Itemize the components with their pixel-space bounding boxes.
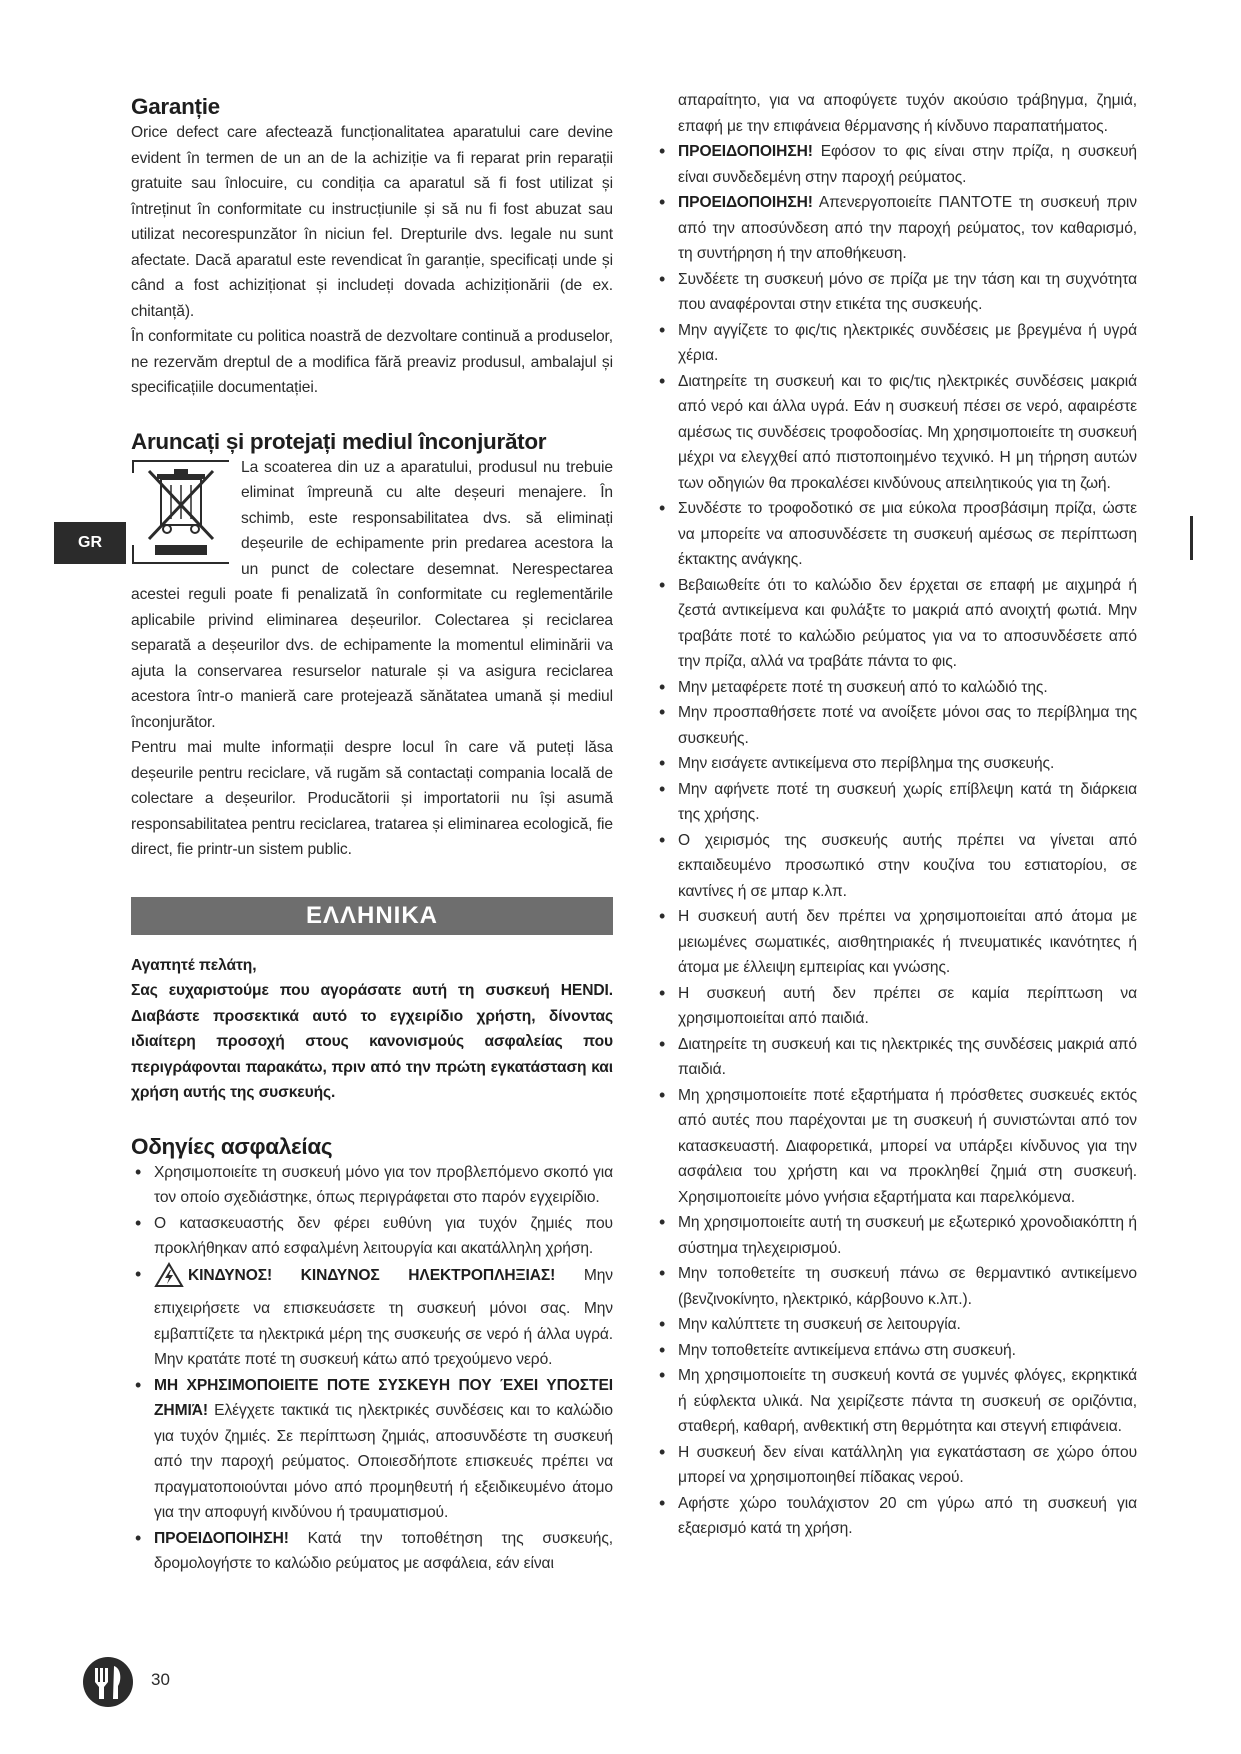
weee-bin-icon (131, 459, 231, 565)
warning-text: Εφόσον το φις είναι στην πρίζα, η συσκευή είναι συνδεδεμένη στην παροχή ρεύματος. (678, 143, 1137, 186)
list-item: • Ο χειρισμός της συσκευής αυτής πρέπει να γίνεται από εκπαιδευμένο προσωπικό στην κουζίνα του εστιατορίου, σε καντίνες ή σε μπαρ κ.λπ. (655, 828, 1137, 905)
list-item: • Μην αγγίζετε το φις/τις ηλεκτρικές συνδέσεις με βρεγμένα ή υγρά χέρια. (655, 318, 1137, 369)
list-item: • Η συσκευή δεν είναι κατάλληλη για εγκατάσταση σε χώρο όπου μπορεί να χρησιμοποιηθεί πίδακας νερού. (655, 1440, 1137, 1491)
list-item: • Μην τοποθετείτε αντικείμενα επάνω στη συσκευή. (655, 1338, 1137, 1364)
guarantee-heading: Garanție (131, 94, 220, 119)
disposal-heading: Aruncați și protejați mediul înconjurător (131, 428, 547, 454)
guarantee-paragraph-1: Orice defect care afectează funcționalitatea aparatului care devine evident în termen de un an de la achiziție va fi reparat prin reparații gratuite sau înlocuire, cu condiția ca aparatul să fi fost utilizat și întreținut în conformitate cu instrucțiunile și să nu fi fost abuzat sau utilizat necorespunzător în niciun fel. Drepturile dvs. legale nu sunt afectate. Dacă aparatul este revendicat în garanție, specificați unde și când a fost achiziționat și includeți dovada achiziționării (de ex. chitanță). (131, 124, 613, 320)
safety-list-left (131, 1160, 613, 1577)
list-item: • Μη χρησιμοποιείτε αυτή τη συσκευή με εξωτερικό χρονοδιακόπτη ή σύστημα τηλεχειρισμού. (655, 1210, 1137, 1261)
list-item: • Χρησιμοποιείτε τη συσκευή μόνο για τον προβλεπόμενο σκοπό για τον οποίο σχεδιάστηκε, όπως περιγράφεται στο παρόν εγχειρίδιο. (131, 1160, 613, 1211)
list-item: • Μην μεταφέρετε ποτέ τη συσκευή από το καλώδιό της. (655, 675, 1137, 701)
page-edge-marker (1190, 516, 1193, 560)
list-item: • Βεβαιωθείτε ότι το καλώδιο δεν έρχεται σε επαφή με αιχμηρά ή ζεστά αντικείμενα και φυλάξτε το μακριά από ανοιχτή φωτιά. Μην τραβάτε ποτέ το καλώδιο ρεύματος για να το αποσυνδέσετε από την πρίζα, αλλά να τραβάτε πάντα το φις. (655, 573, 1137, 675)
disposal-paragraph-2: Pentru mai multe informații despre locul în care vă puteți lăsa deșeurile pentru reciclare, vă rugăm să contactați compania locală de colectare a deșeurilor. Producătorii și importatorii nu își asumă responsabilitatea pentru reciclarea, tratarea și eliminarea ecologică, fie direct, fie printr-un sistem public. (131, 739, 613, 858)
disposal-paragraph-1: La scoaterea din uz a aparatului, produsul nu trebuie eliminat împreună cu alte deșeuri menajere. În schimb, este responsabilitatea dvs. să eliminați deșeurile de echipamente prin predarea acestora la un punct de colectare desemnat. Nerespectarea acestei reguli poate fi penalizată în conformitate cu reglementările aplicabile privind eliminarea deșeurilor. Colectarea și reciclarea separată a deșeurilor dvs. de echipamente la momentul eliminării va ajuta la conservarea resurselor naturale și va asigura reciclarea acestora într-o manieră care protejează sănătatea umană și mediul înconjurător. (131, 458, 613, 731)
list-item (131, 1373, 613, 1526)
intro-text: Σας ευχαριστούμε που αγοράσατε αυτή τη συσκευή HENDI. Διαβάστε προσεκτικά αυτό το εγχειρίδιο χρήστη, δίνοντας ιδιαίτερη προσοχή στους κανονισμούς ασφαλείας που περιγράφονται παρακάτω, πριν από την πρώτη εγκατάσταση και χρήση αυτής της συσκευής. (131, 982, 613, 1101)
warning-text: Ελέγχετε τακτικά τις ηλεκτρικές συνδέσεις και το καλώδιο για τυχόν ζημιές. Σε περίπτωση ζημιάς, αποσυνδέστε τη συσκευή από την παροχή ρεύματος. Οποιεσδήποτε επισκευές πρέπει να πραγματοποιούνται μόνο από προμηθευτή ή εξειδικευμένο άτομο για την αποφυγή κινδύνου ή τραυματισμού. (154, 1402, 613, 1521)
warning-label: ΠΡΟΕΙΔΟΠΟΙΗΣΗ! (678, 194, 813, 211)
left-column (131, 88, 613, 1577)
list-item (655, 139, 1137, 190)
warning-text: Μην επιχειρήσετε να επισκευάσετε τη συσκευή μόνοι σας. Μην εμβαπτίζετε τα ηλεκτρικά μέρη της συσκευής σε νερό ή άλλα υγρά. Μην κρατάτε ποτέ τη συσκευή κάτω από τρεχούμενο νερό. (154, 1266, 613, 1368)
intro-block (131, 953, 613, 1106)
safety-heading: Οδηγίες ασφαλείας (131, 1133, 333, 1159)
guarantee-paragraph-2: În conformitate cu politica noastră de dezvoltare continuă a produselor, ne rezervăm dreptul de a modifica fără preaviz produsul, ambalajul și specificațiile documentației. (131, 328, 613, 396)
continued-text: απαραίτητο, για να αποφύγετε τυχόν ακούσιο τράβηγμα, ζημιά, επαφή με την επιφάνεια θέρμανσης ή κίνδυνο παραπατήματος. (678, 92, 1137, 135)
warning-label: ΠΡΟΕΙΔΟΠΟΙΗΣΗ! (154, 1529, 289, 1547)
list-item: • Διατηρείτε τη συσκευή και το φις/τις ηλεκτρικές συνδέσεις μακριά από νερό και άλλα υγρά. Εάν η συσκευή πέσει σε νερό, αφαιρέστε αμέσως τις συνδέσεις τροφοδοσίας. Μη χρησιμοποιείτε τη συσκευή μέχρι να ελεγχθεί από πιστοποιημένο τεχνικό. Η μη τήρηση αυτών των οδηγιών θα προκαλέσει κινδύνους απειλητικούς για τη ζωή. (655, 369, 1137, 497)
electric-hazard-icon (154, 1262, 184, 1297)
list-item: • Μην προσπαθήσετε ποτέ να ανοίξετε μόνοι σας το περίβλημα της συσκευής. (655, 700, 1137, 751)
list-item: • Η συσκευή αυτή δεν πρέπει σε καμία περίπτωση να χρησιμοποιείται από παιδιά. (655, 981, 1137, 1032)
list-item: • Μην τοποθετείτε τη συσκευή πάνω σε θερμαντικό αντικείμενο (βενζινοκίνητο, ηλεκτρικό, κάρβουνο κ.λπ.). (655, 1261, 1137, 1312)
language-banner: ΕΛΛΗΝΙΚΑ (131, 897, 613, 935)
list-item: • Η συσκευή αυτή δεν πρέπει να χρησιμοποιείται από άτομα με μειωμένες σωματικές, αισθητηριακές ή πνευματικές ικανότητες ή άτομα με έλλειψη εμπειρίας και γνώσης. (655, 904, 1137, 981)
list-item (131, 1262, 613, 1373)
list-item: • Διατηρείτε τη συσκευή και τις ηλεκτρικές της συνδέσεις μακριά από παιδιά. (655, 1032, 1137, 1083)
list-item: • Αφήστε χώρο τουλάχιστον 20 cm γύρω από τη συσκευή για εξαερισμό κατά τη χρήση. (655, 1491, 1137, 1542)
safety-list-right (655, 139, 1137, 1542)
warning-text: Απενεργοποιείτε ΠΑΝΤΟΤΕ τη συσκευή πριν από την αποσύνδεση από την παροχή ρεύματος, τον καθαρισμό, τη συντήρηση ή την αποθήκευση. (678, 194, 1137, 262)
warning-label: ΜΗ ΧΡΗΣΙΜΟΠΟΙΕΙΤΕ ΠΟΤΕ ΣΥΣΚΕΥΗ ΠΟΥ ΈΧΕΙ ΥΠΟΣΤΕΙ ΖΗΜΙΆ! (154, 1376, 613, 1419)
list-item (131, 1526, 613, 1577)
list-item: • Μην καλύπτετε τη συσκευή σε λειτουργία. (655, 1312, 1137, 1338)
warning-label: ΠΡΟΕΙΔΟΠΟΙΗΣΗ! (678, 143, 813, 160)
list-item: • Μην αφήνετε ποτέ τη συσκευή χωρίς επίβλεψη κατά τη διάρκεια της χρήσης. (655, 777, 1137, 828)
list-item: • Μη χρησιμοποιείτε τη συσκευή κοντά σε γυμνές φλόγες, εκρηκτικά ή εύφλεκτα υλικά. Να χειρίζεστε πάντα τη συσκευή σε οριζόντια, σταθερή, καθαρή, ανθεκτική στη θερμότητα και στεγνή επιφάνεια. (655, 1363, 1137, 1440)
greeting: Αγαπητέ πελάτη, (131, 956, 257, 974)
list-item: • Συνδέετε τη συσκευή μόνο σε πρίζα με την τάση και τη συχνότητα που αναφέρονται στην ετικέτα της συσκευής. (655, 267, 1137, 318)
list-item: • Συνδέστε το τροφοδοτικό σε μια εύκολα προσβάσιμη πρίζα, ώστε να μπορείτε να αποσυνδέσετε τη συσκευή αμέσως σε περίπτωση έκτακτης ανάγκης. (655, 496, 1137, 573)
list-item: • Μη χρησιμοποιείτε ποτέ εξαρτήματα ή πρόσθετες συσκευές εκτός από αυτές που παρέχονται με τη συσκευή ή συνιστώνται από τον κατασκευαστή. Διαφορετικά, μπορεί να υπάρξει κίνδυνος για την ασφάλεια του χρήστη και να προκληθεί ζημιά στη συσκευή. Χρησιμοποιείτε μόνο γνήσια εξαρτήματα και παρελκόμενα. (655, 1083, 1137, 1211)
disposal-section (131, 455, 613, 736)
cutlery-icon (82, 1656, 134, 1713)
right-column (655, 88, 1137, 1542)
page-number: 30 (151, 1670, 170, 1689)
list-item: • Μην εισάγετε αντικείμενα στο περίβλημα της συσκευής. (655, 751, 1137, 777)
warning-label: ΚΙΝΔΥΝΟΣ! ΚΙΝΔΥΝΟΣ ΗΛΕΚΤΡΟΠΛΗΞΙΑΣ! (188, 1266, 556, 1284)
language-tab-gr: GR (54, 522, 126, 564)
warning-text: Κατά την τοποθέτηση της συσκευής, δρομολογήστε το καλώδιο ρεύματος με ασφάλεια, εάν είναι (154, 1529, 613, 1572)
list-item (655, 190, 1137, 267)
list-item: • Ο κατασκευαστής δεν φέρει ευθύνη για τυχόν ζημιές που προκλήθηκαν από εσφαλμένη λειτουργία και ακατάλληλη χρήση. (131, 1211, 613, 1262)
